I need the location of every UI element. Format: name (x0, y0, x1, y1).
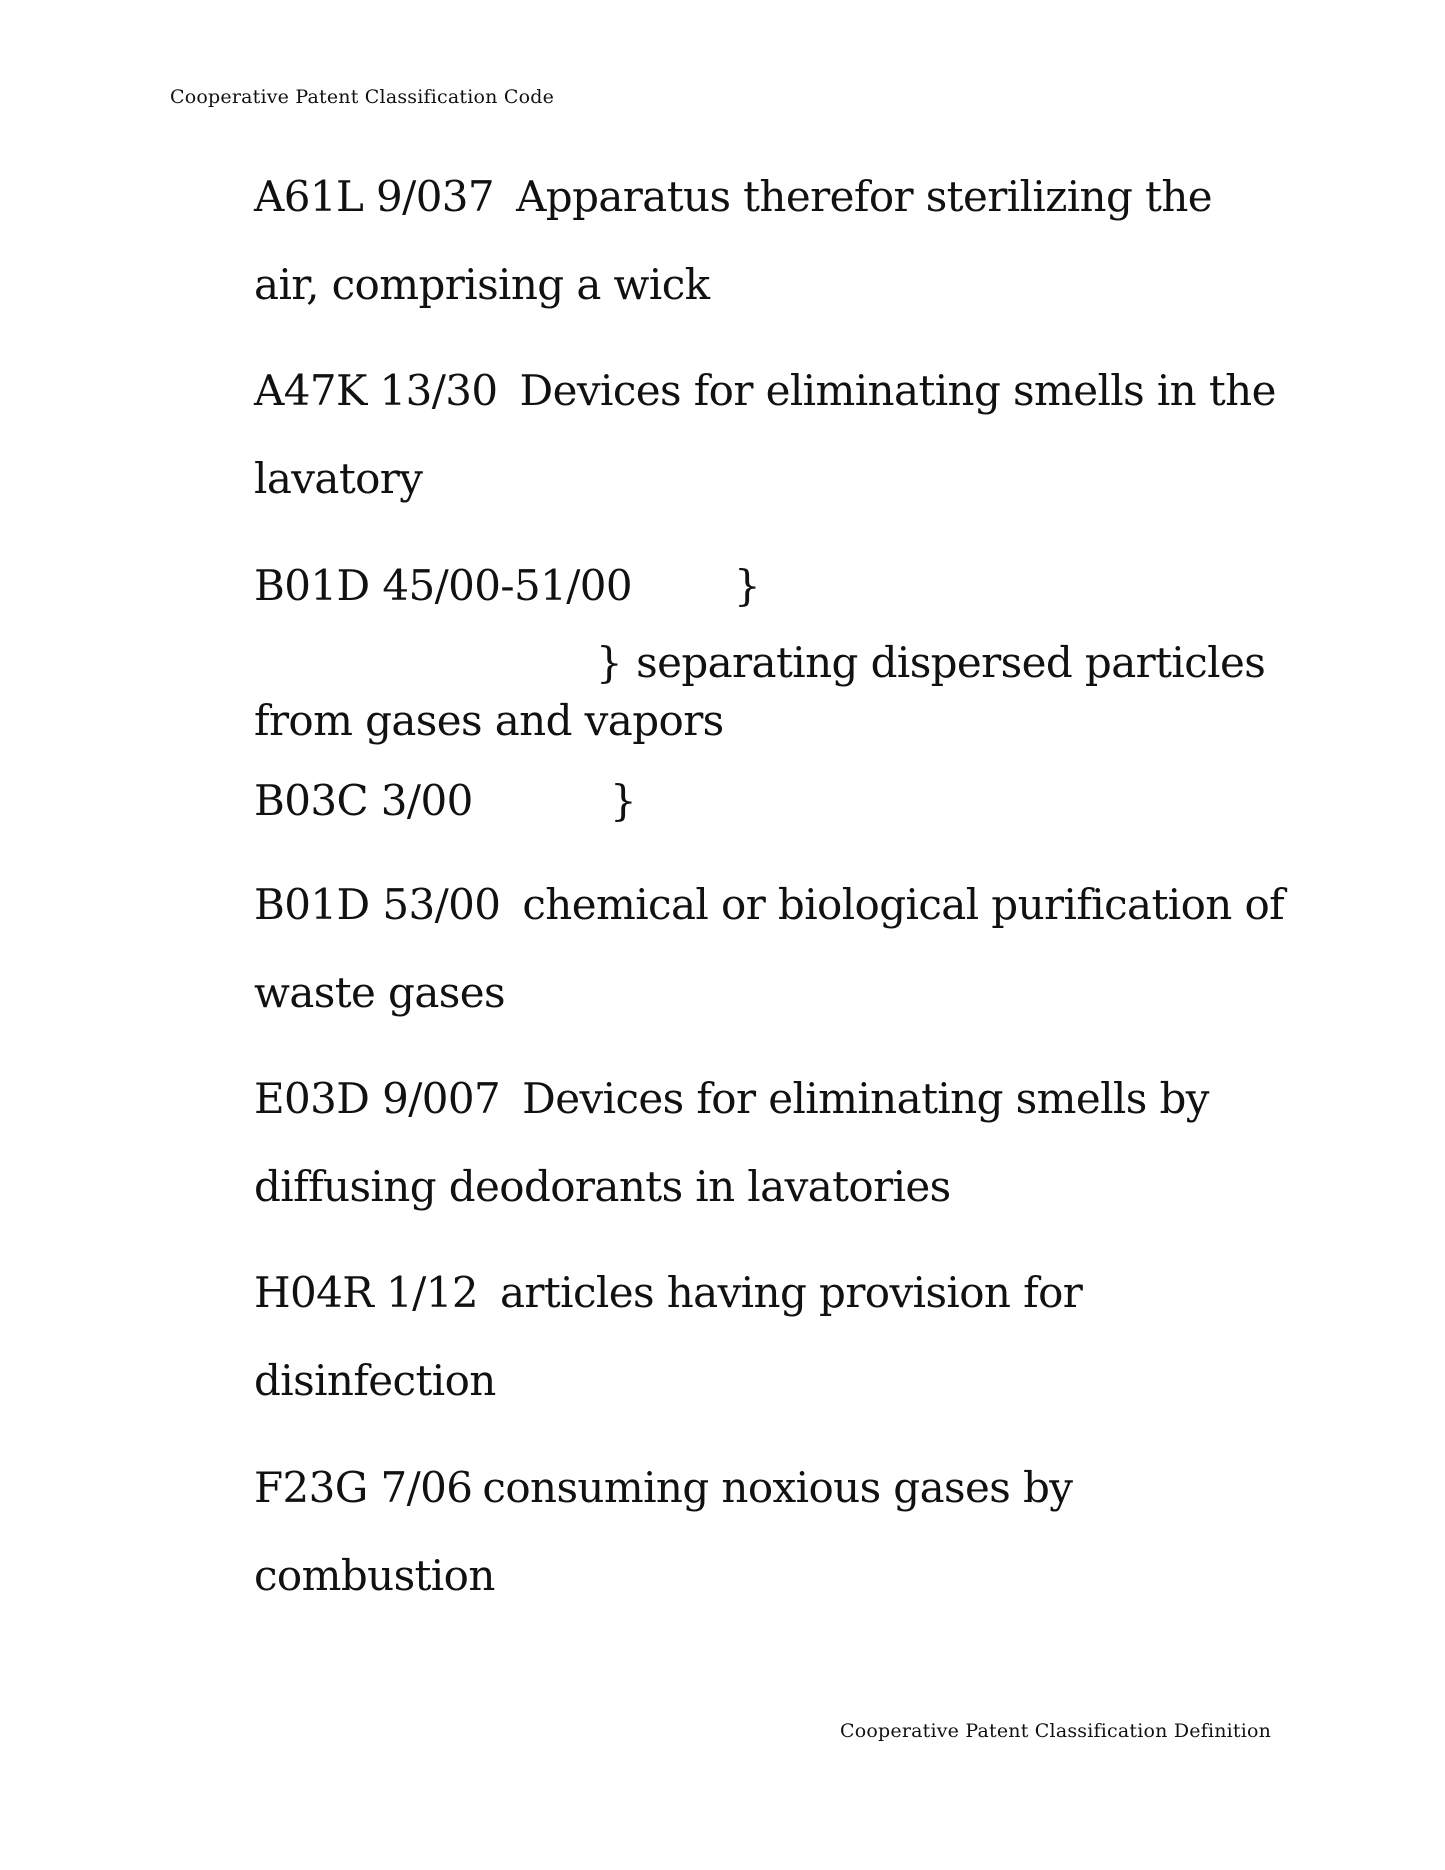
classification-code: H04R 1/12 (254, 1268, 478, 1317)
entry-continuation: diffusing deodorants in lavatories (254, 1162, 951, 1211)
entry-line (254, 1268, 1083, 1317)
entry-continuation: combustion (254, 1551, 495, 1600)
entry-line (254, 366, 1276, 415)
classification-code: B03C 3/00 (254, 776, 473, 825)
entry-continuation: air, comprising a wick (254, 260, 710, 309)
group-description-continuation: from gases and vapors (254, 696, 724, 745)
classification-code: E03D 9/007 (254, 1074, 501, 1123)
classification-description: Apparatus therefor sterilizing the (516, 172, 1213, 221)
classification-code: A61L 9/037 (254, 172, 495, 221)
entry-continuation: disinfection (254, 1356, 496, 1405)
classification-code: F23G 7/06 (254, 1463, 473, 1512)
entry-line (254, 880, 1285, 929)
group-description-line (596, 638, 1266, 687)
classification-code: B01D 53/00 (254, 880, 501, 929)
entry-line (254, 1074, 1209, 1123)
group-brace: } (610, 776, 637, 825)
group-brace: } (734, 561, 761, 610)
classification-description: articles having provision for (499, 1268, 1083, 1317)
classification-description: chemical or biological purification of (522, 880, 1285, 929)
classification-description: Devices for eliminating smells by (522, 1074, 1209, 1123)
classification-description: Devices for eliminating smells in the (519, 366, 1276, 415)
page-footer: Cooperative Patent Classification Definition (840, 1720, 1272, 1742)
entry-line (254, 1463, 1073, 1512)
entry-continuation: lavatory (254, 454, 423, 503)
entry-line (254, 776, 473, 825)
entry-continuation: waste gases (254, 968, 505, 1017)
classification-code: A47K 13/30 (254, 366, 498, 415)
entry-line (254, 561, 632, 610)
classification-description: consuming noxious gases by (482, 1463, 1073, 1512)
entry-line (254, 172, 1213, 221)
group-brace: } (596, 638, 623, 687)
group-description: separating dispersed particles (636, 638, 1266, 687)
classification-code: B01D 45/00-51/00 (254, 561, 632, 610)
page-header: Cooperative Patent Classification Code (170, 86, 555, 108)
